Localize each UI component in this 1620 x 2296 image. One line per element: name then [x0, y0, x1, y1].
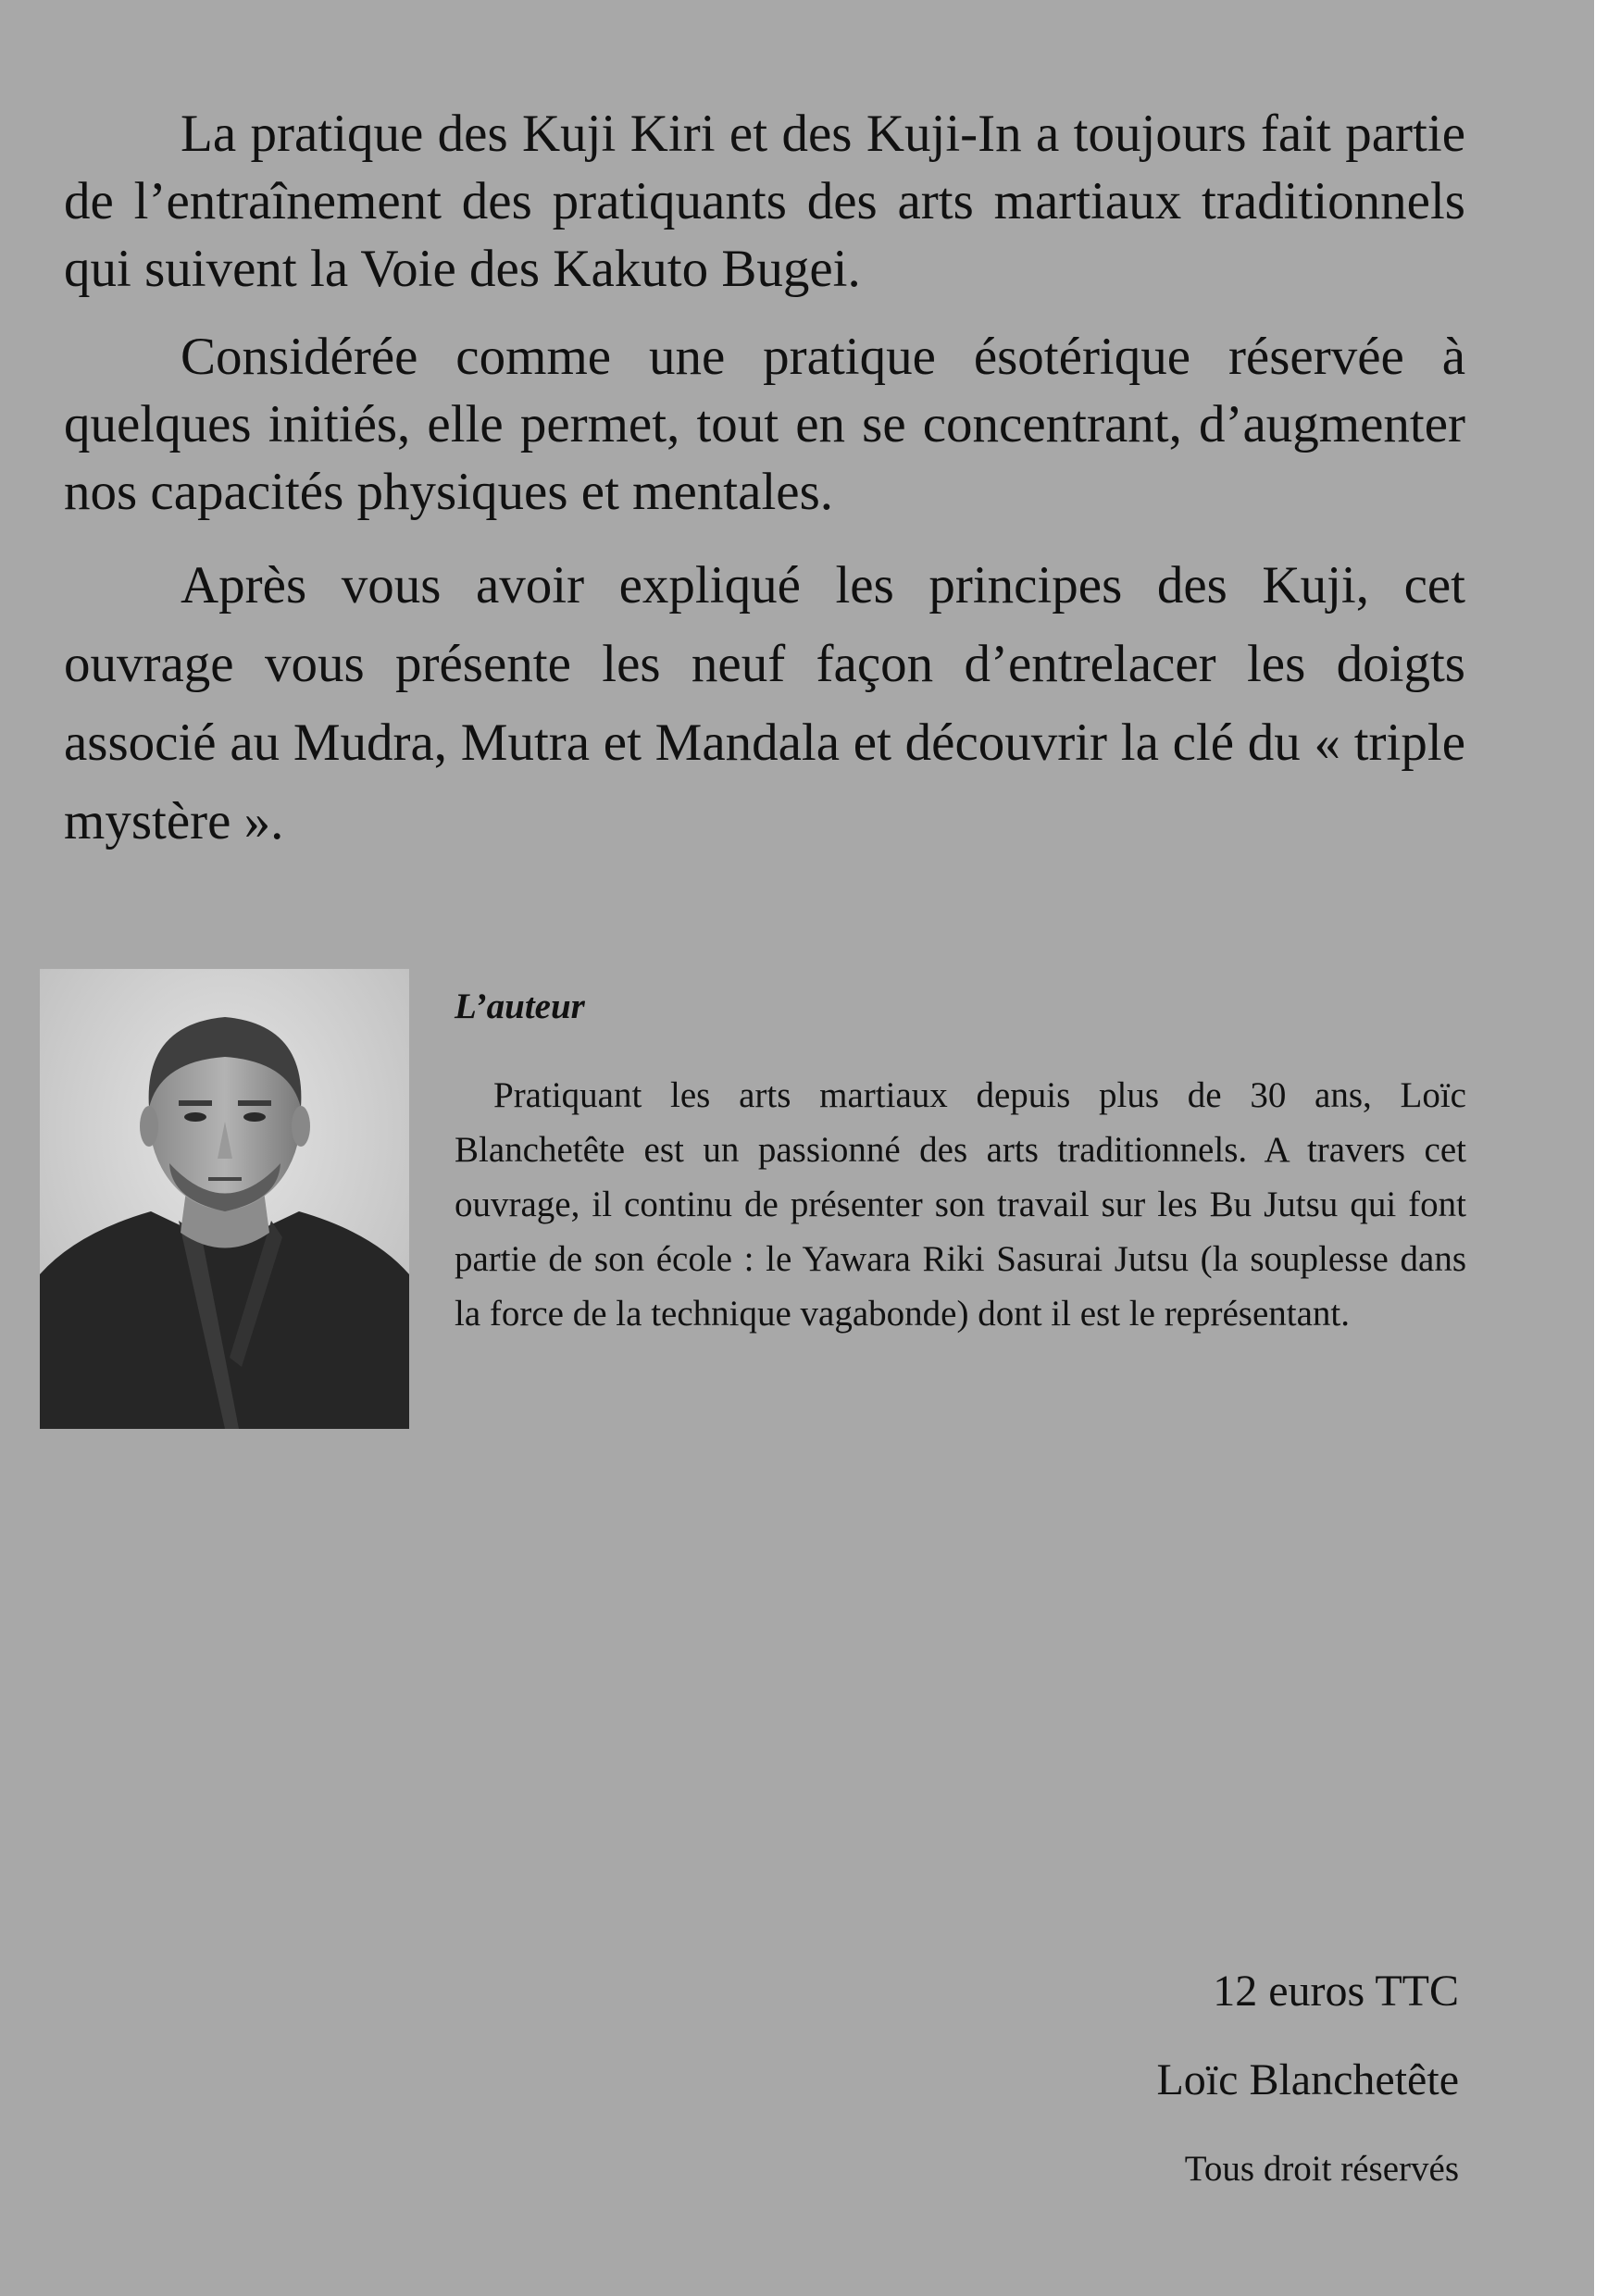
author-name: Loïc Blanchetête	[1156, 2055, 1459, 2104]
author-section	[455, 983, 1466, 1341]
author-heading: L’auteur	[455, 987, 585, 1026]
intro-text	[64, 100, 1465, 881]
author-bio: Pratiquant les arts martiaux depuis plus de 30 ans, Loïc Blanchetête est un passionné des arts traditionnels. A travers cet ouvrage, il continu de présenter son travail sur les Bu Jutsu qui font partie de son école : le Yawara Riki Sasurai Jutsu (la souplesse dans la force de la technique vagabonde) dont il est le représentant.	[455, 1075, 1466, 1334]
rights-notice: Tous droit réservés	[1184, 2149, 1459, 2189]
intro-paragraph-3: Après vous avoir expliqué les principes des Kuji, cet ouvrage vous présente les neuf façon d’entrelacer les doigts associé au Mudra, Mutra et Mandala et découvrir la clé du « triple mystère ».	[64, 556, 1465, 850]
intro-paragraph-2: Considérée comme une pratique ésotérique réservée à quelques initiés, elle permet, tout en se concentrant, d’augmenter nos capacités physiques et mentales.	[64, 328, 1465, 521]
author-portrait-icon	[40, 969, 409, 1429]
intro-paragraph-1: La pratique des Kuji Kiri et des Kuji-In a toujours fait partie de l’entraînement des pratiquants des arts martiaux traditionnels qui suivent la Voie des Kakuto Bugei.	[64, 105, 1465, 298]
price-label: 12 euros TTC	[1213, 1967, 1459, 2016]
author-photo	[40, 969, 409, 1429]
